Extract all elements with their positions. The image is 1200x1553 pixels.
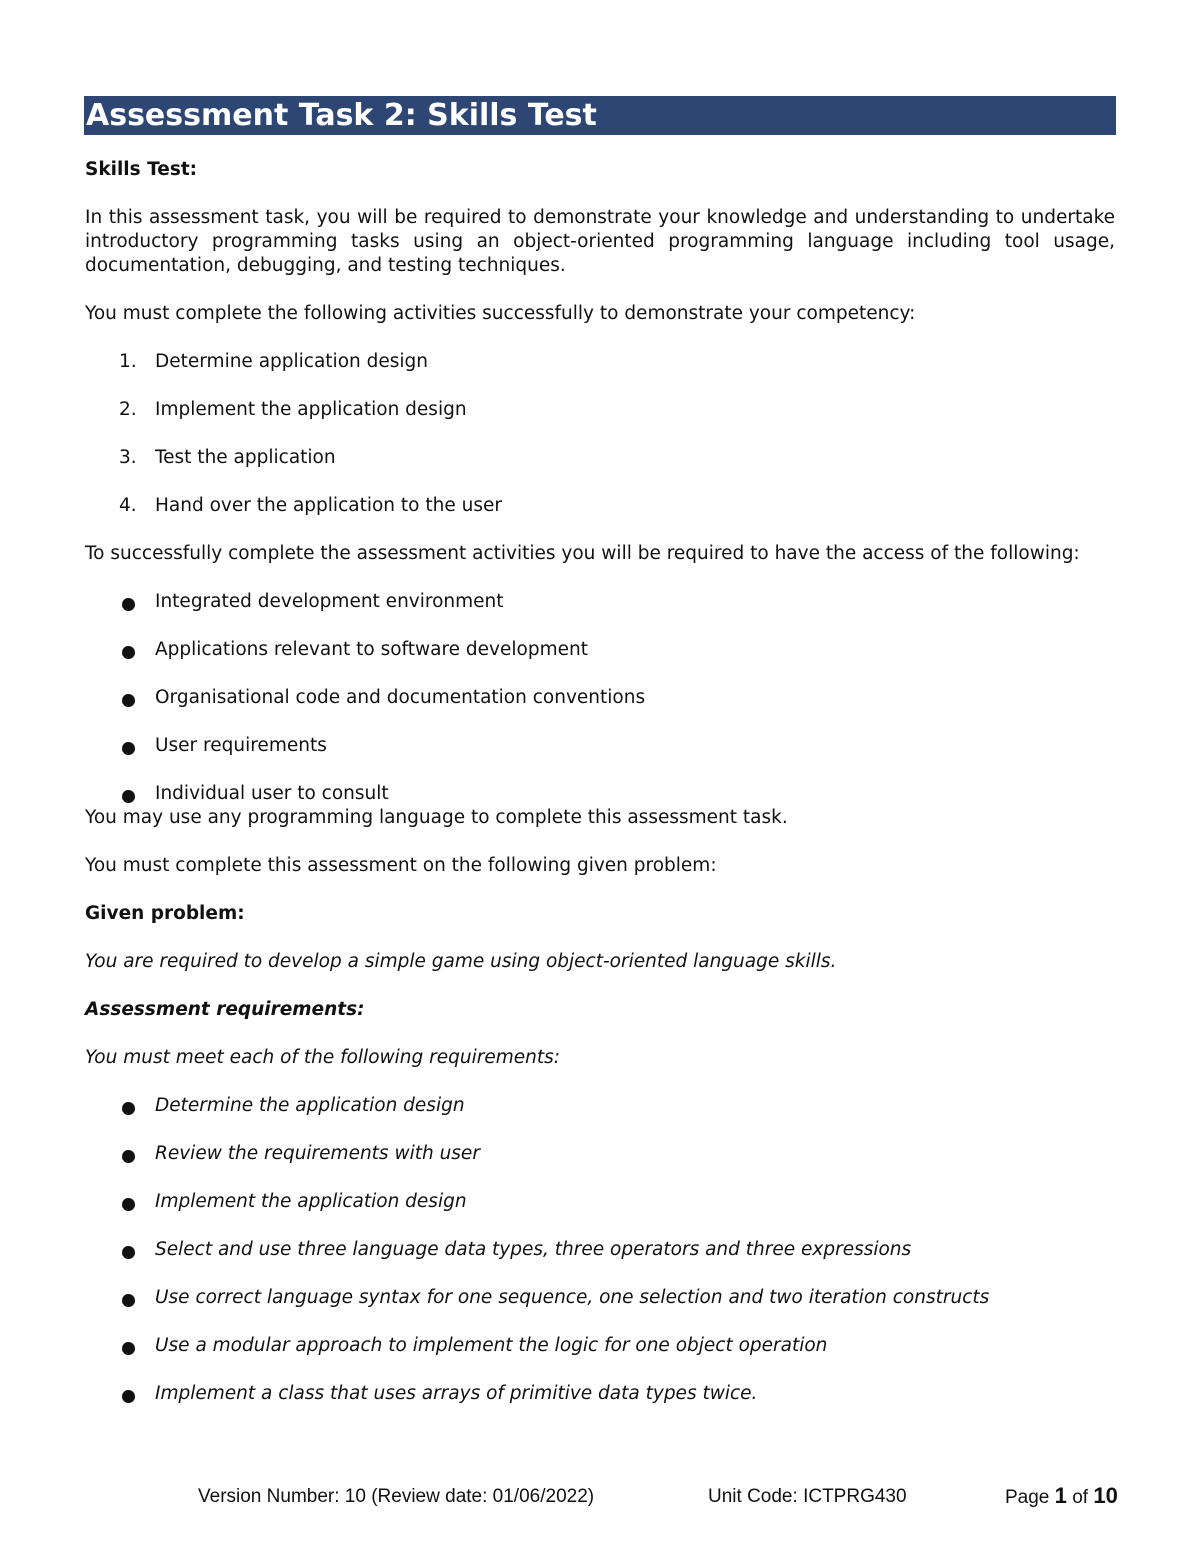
- list-text: Use a modular approach to implement the logic for one object operation: [155, 1335, 828, 1356]
- list-item: [85, 1190, 1115, 1214]
- list-text: Individual user to consult: [155, 783, 389, 804]
- access-list: [85, 590, 1115, 806]
- list-item: [85, 1094, 1115, 1118]
- list-text: Test the application: [155, 447, 336, 468]
- list-item: [85, 734, 1115, 758]
- given-problem-text: You are required to develop a simple game using object-oriented language skills.: [85, 951, 837, 972]
- bullet-icon: [122, 1150, 135, 1163]
- list-text: Determine the application design: [155, 1095, 465, 1116]
- unit-label: Unit Code:: [708, 1486, 798, 1507]
- page-footer: [0, 1483, 1200, 1512]
- list-item: [85, 398, 1115, 422]
- list-item: [85, 638, 1115, 662]
- given-problem-heading: Given problem:: [85, 903, 245, 924]
- list-item: [85, 590, 1115, 614]
- requirements-intro: You must meet each of the following requirements:: [85, 1047, 560, 1068]
- bullet-icon: [122, 1198, 135, 1211]
- list-item: [85, 350, 1115, 374]
- requirements-list: [85, 1094, 1115, 1406]
- footer-unit-code: [708, 1486, 907, 1508]
- access-intro: To successfully complete the assessment activities you will be required to have the access of the following:: [85, 543, 1080, 564]
- language-note: You may use any programming language to complete this assessment task.: [85, 807, 788, 828]
- list-text: Implement the application design: [155, 1191, 467, 1212]
- list-number: 3.: [119, 447, 137, 468]
- list-item: [85, 494, 1115, 518]
- bullet-icon: [122, 1342, 135, 1355]
- bullet-icon: [122, 694, 135, 707]
- document-body: [85, 158, 1115, 1406]
- list-number: 1.: [119, 351, 137, 372]
- list-item: [85, 1238, 1115, 1262]
- list-text: Use correct language syntax for one sequence, one selection and two iteration constructs: [155, 1287, 990, 1308]
- list-item: [85, 782, 1115, 806]
- skills-test-heading: Skills Test:: [85, 159, 198, 180]
- problem-note: You must complete this assessment on the following given problem:: [85, 855, 717, 876]
- list-item: [85, 1334, 1115, 1358]
- version-label: Version Number:: [198, 1486, 340, 1507]
- review-value: 01/06/2022): [492, 1486, 595, 1507]
- list-text: Applications relevant to software development: [155, 639, 588, 660]
- list-text: User requirements: [155, 735, 327, 756]
- list-item: [85, 686, 1115, 710]
- review-label: (Review date:: [371, 1486, 488, 1507]
- bullet-icon: [122, 598, 135, 611]
- version-value: 10: [344, 1486, 366, 1507]
- bullet-icon: [122, 1246, 135, 1259]
- list-number: 2.: [119, 399, 137, 420]
- page-of: of: [1072, 1487, 1089, 1508]
- list-text: Review the requirements with user: [155, 1143, 480, 1164]
- list-text: Implement a class that uses arrays of primitive data types twice.: [155, 1383, 758, 1404]
- bullet-icon: [122, 646, 135, 659]
- footer-page-number: [1005, 1483, 1118, 1509]
- activities-list: [85, 350, 1115, 518]
- list-text: Implement the application design: [155, 399, 467, 420]
- list-text: Hand over the application to the user: [155, 495, 502, 516]
- list-number: 4.: [119, 495, 137, 516]
- footer-version: [198, 1486, 594, 1508]
- list-item: [85, 446, 1115, 470]
- bullet-icon: [122, 742, 135, 755]
- list-text: Select and use three language data types, three operators and three expressions: [155, 1239, 912, 1260]
- list-item: [85, 1382, 1115, 1406]
- list-text: Determine application design: [155, 351, 428, 372]
- page-total: 10: [1093, 1483, 1118, 1508]
- activities-intro: You must complete the following activities successfully to demonstrate your competency:: [85, 303, 916, 324]
- unit-value: ICTPRG430: [803, 1486, 907, 1507]
- list-text: Integrated development environment: [155, 591, 504, 612]
- bullet-icon: [122, 1102, 135, 1115]
- bullet-icon: [122, 1390, 135, 1403]
- list-text: Organisational code and documentation conventions: [155, 687, 646, 708]
- list-item: [85, 1286, 1115, 1310]
- intro-paragraph: In this assessment task, you will be required to demonstrate your knowledge and understanding to undertake introductory programming tasks using an object-oriented programming language including tool usage, documentation, debugging, and testing techniques.: [85, 207, 1115, 276]
- requirements-heading: Assessment requirements:: [85, 999, 365, 1020]
- list-item: [85, 1142, 1115, 1166]
- page-title: Assessment Task 2: Skills Test: [84, 96, 1116, 135]
- page-current: 1: [1054, 1483, 1067, 1508]
- bullet-icon: [122, 790, 135, 803]
- page-label: Page: [1005, 1487, 1050, 1508]
- bullet-icon: [122, 1294, 135, 1307]
